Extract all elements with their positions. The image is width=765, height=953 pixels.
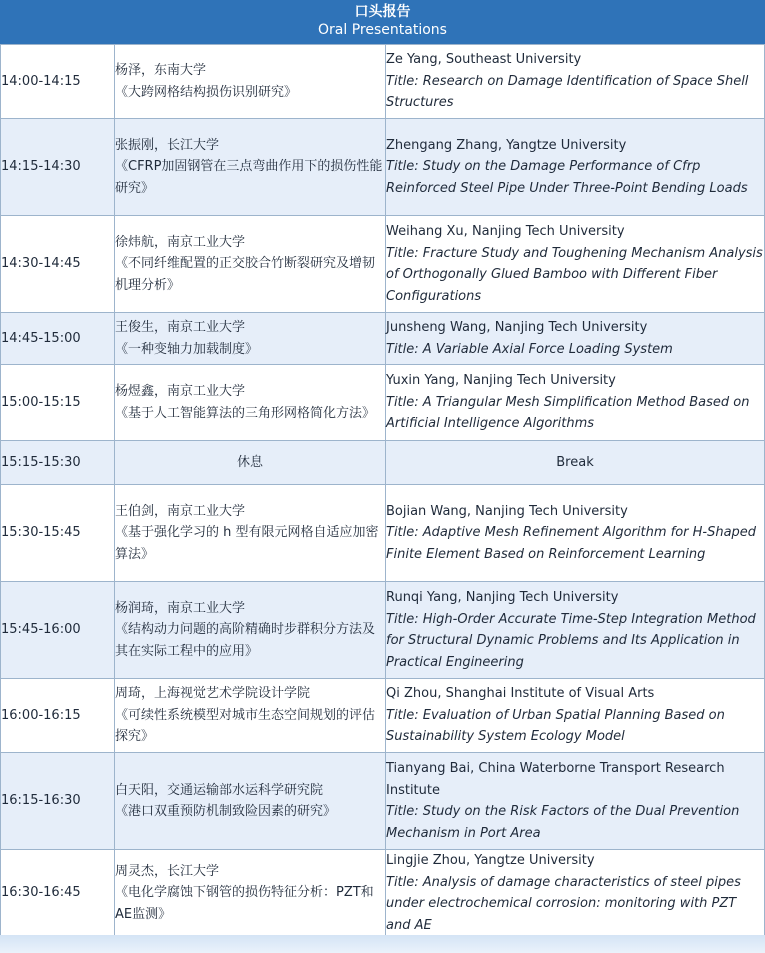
time-cell: 14:15-14:30	[1, 119, 115, 216]
time-cell: 15:15-15:30	[1, 441, 115, 485]
en-cell	[386, 485, 765, 582]
table-row	[1, 850, 765, 937]
en-speaker: Qi Zhou, Shanghai Institute of Visual Arts	[386, 686, 655, 702]
en-speaker: Bojian Wang, Nanjing Tech University	[386, 503, 628, 519]
en-title: Title: Fracture Study and Toughening Mechanism Analysis of Orthogonally Glued Bamboo with Different Fiber Configurations	[386, 245, 763, 304]
en-title: Title: Adaptive Mesh Refinement Algorithm for H-Shaped Finite Element Based on Reinforcement Learning	[386, 525, 757, 562]
table-row	[1, 45, 765, 119]
time-cell: 14:30-14:45	[1, 216, 115, 313]
cn-title: 《电化学腐蚀下钢管的损伤特征分析：PZT和AE监测》	[115, 885, 374, 922]
en-title: Title: Research on Damage Identification of Space Shell Structures	[386, 73, 749, 111]
cn-title: 《港口双重预防机制致险因素的研究》	[115, 804, 337, 819]
table-row	[1, 313, 765, 365]
cn-title: 《结构动力问题的高阶精确时步群积分方法及其在实际工程中的应用》	[115, 622, 376, 659]
break-label-zh: 休息	[115, 441, 386, 485]
time-cell: 16:00-16:15	[1, 679, 115, 753]
en-title: Title: Analysis of damage characteristics of steel pipes under electrochemical corrosion: monitoring with PZT and AE	[386, 874, 741, 933]
en-cell	[386, 850, 765, 937]
cn-speaker: 周琦，上海视觉艺术学院设计学院	[115, 686, 311, 702]
cn-cell	[115, 485, 386, 582]
table-row	[1, 119, 765, 216]
cn-cell	[115, 753, 386, 850]
time-cell: 15:00-15:15	[1, 365, 115, 441]
table-row	[1, 753, 765, 850]
cn-cell	[115, 313, 386, 365]
table-row	[1, 216, 765, 313]
en-speaker: Lingjie Zhou, Yangtze University	[386, 853, 595, 868]
cn-cell	[115, 45, 386, 119]
en-cell	[386, 365, 765, 441]
cn-speaker: 王伯剑，南京工业大学	[115, 503, 246, 519]
table-row	[1, 365, 765, 441]
en-cell	[386, 679, 765, 753]
header-title-zh: 口头报告	[354, 4, 411, 20]
time-cell: 14:45-15:00	[1, 313, 115, 365]
en-cell	[386, 216, 765, 313]
time-cell: 15:30-15:45	[1, 485, 115, 582]
cn-title: 《基于强化学习的 h 型有限元网格自适应加密算法》	[115, 525, 379, 562]
table-row	[1, 485, 765, 582]
cn-cell	[115, 119, 386, 216]
table-row	[1, 582, 765, 679]
en-title: Title: High-Order Accurate Time-Step Integration Method for Structural Dynamic Problems and Its Application in Practical Engineering	[386, 611, 756, 670]
cn-title: 《可续性系统模型对城市生态空间规划的评估探究》	[115, 707, 376, 745]
en-speaker: Weihang Xu, Nanjing Tech University	[386, 224, 625, 239]
schedule-table	[0, 44, 765, 937]
cn-title: 《CFRP加固钢管在三点弯曲作用下的损伤性能研究》	[115, 159, 383, 196]
cn-cell	[115, 679, 386, 753]
cn-speaker: 杨煜鑫，南京工业大学	[115, 384, 246, 399]
en-cell	[386, 45, 765, 119]
cn-speaker: 杨润琦，南京工业大学	[115, 600, 246, 616]
en-title: Title: Evaluation of Urban Spatial Planning Based on Sustainability System Ecology Model	[386, 707, 725, 745]
en-cell	[386, 119, 765, 216]
en-title: Title: A Triangular Mesh Simplification Method Based on Artificial Intelligence Algorithms	[386, 394, 750, 432]
table-row	[1, 679, 765, 753]
en-cell	[386, 753, 765, 850]
header-title-en: Oral Presentations	[318, 22, 447, 38]
cn-title: 《不同纤维配置的正交胶合竹断裂研究及增韧机理分析》	[115, 256, 376, 293]
cn-speaker: 王俊生，南京工业大学	[115, 320, 246, 335]
en-speaker: Ze Yang, Southeast University	[386, 52, 582, 68]
table-row-break	[1, 441, 765, 485]
time-cell: 16:30-16:45	[1, 850, 115, 937]
en-cell	[386, 582, 765, 679]
cn-cell	[115, 850, 386, 937]
time-cell: 16:15-16:30	[1, 753, 115, 850]
cn-title: 《大跨网格结构损伤识别研究》	[115, 84, 298, 100]
cn-speaker: 杨泽，东南大学	[115, 63, 207, 78]
en-speaker: Yuxin Yang, Nanjing Tech University	[386, 373, 616, 389]
en-speaker: Junsheng Wang, Nanjing Tech University	[386, 320, 648, 335]
en-speaker: Zhengang Zhang, Yangtze University	[386, 137, 627, 153]
en-title: Title: Study on the Damage Performance of Cfrp Reinforced Steel Pipe Under Three-Point Bending Loads	[386, 159, 748, 196]
time-cell: 14:00-14:15	[1, 45, 115, 119]
en-speaker: Runqi Yang, Nanjing Tech University	[386, 590, 619, 605]
en-speaker: Tianyang Bai, China Waterborne Transport Research Institute	[386, 761, 725, 798]
cn-title: 《一种变轴力加载制度》	[115, 341, 259, 357]
bottom-band	[0, 935, 765, 953]
cn-speaker: 徐炜航，南京工业大学	[115, 234, 246, 250]
break-label-en: Break	[386, 441, 765, 485]
cn-speaker: 张振刚，长江大学	[115, 137, 220, 153]
time-cell: 15:45-16:00	[1, 582, 115, 679]
cn-speaker: 白天阳，交通运输部水运科学研究院	[115, 782, 324, 798]
schedule-header	[0, 0, 765, 44]
cn-cell	[115, 365, 386, 441]
cn-speaker: 周灵杰，长江大学	[115, 863, 220, 879]
cn-title: 《基于人工智能算法的三角形网格简化方法》	[115, 405, 376, 421]
cn-cell	[115, 216, 386, 313]
en-title: Title: A Variable Axial Force Loading System	[386, 341, 673, 357]
cn-cell	[115, 582, 386, 679]
en-cell	[386, 313, 765, 365]
en-title: Title: Study on the Risk Factors of the Dual Prevention Mechanism in Port Area	[386, 804, 740, 841]
